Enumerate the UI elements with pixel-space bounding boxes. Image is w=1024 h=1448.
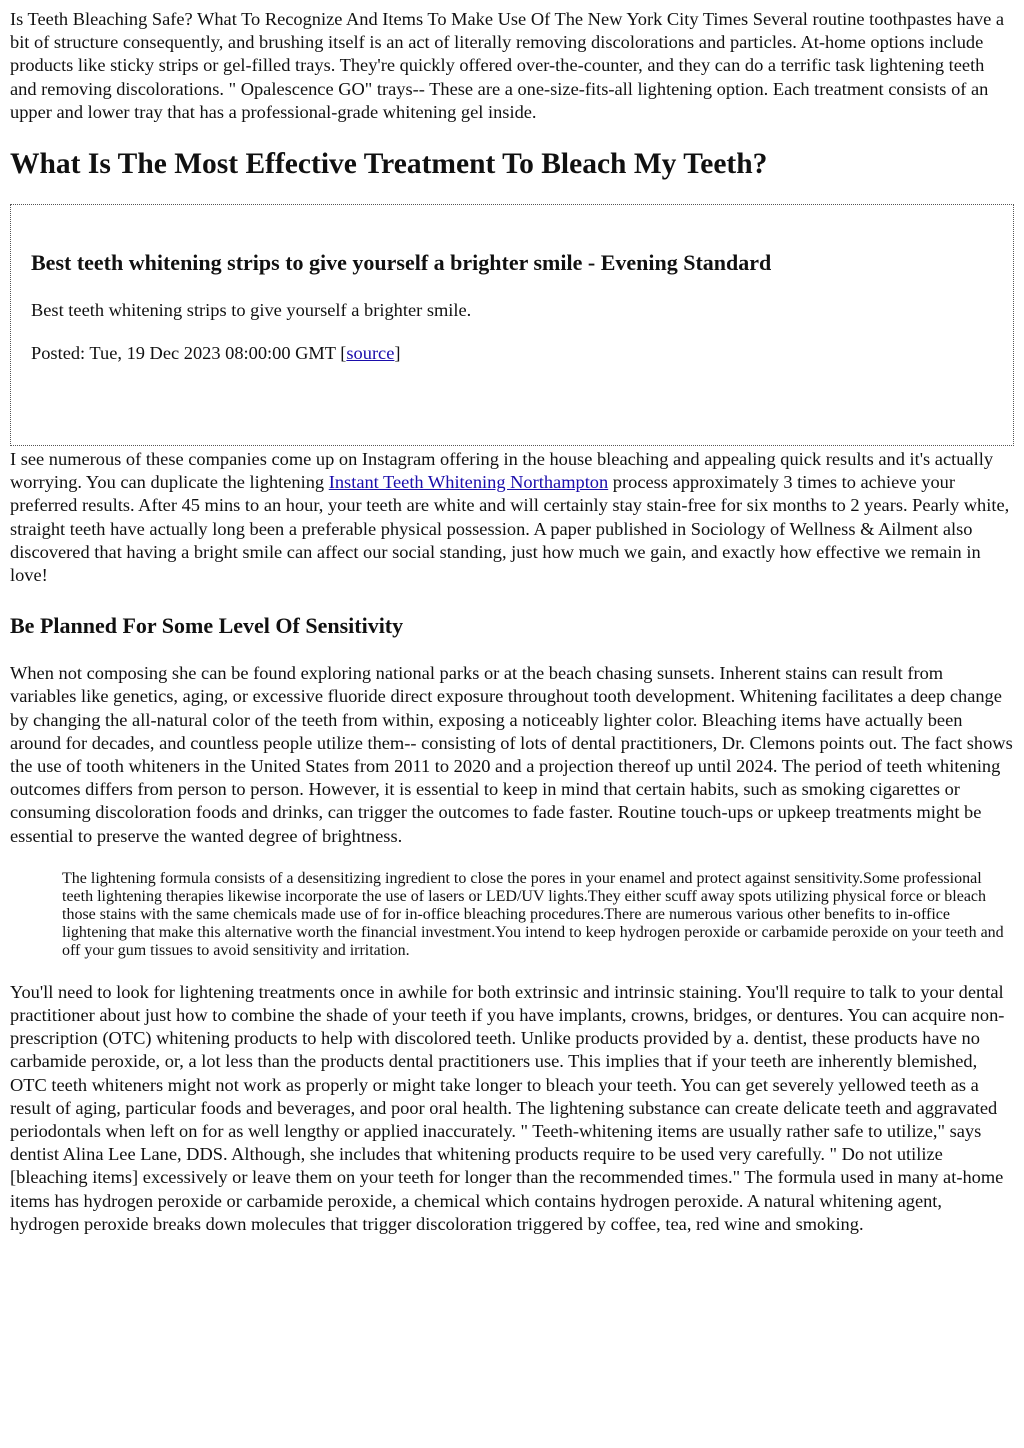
whitening-northampton-link[interactable]: Instant Teeth Whitening Northampton bbox=[328, 472, 609, 493]
source-link[interactable]: source bbox=[346, 343, 395, 364]
section-heading: Be Planned For Some Level Of Sensitivity bbox=[10, 613, 404, 639]
body-paragraph-3: When not composing she can be found exploring national parks or at the beach chasing sunsets. Inherent stains can result from variables like genetics, aging, or excessive fluoride direct exposure throughout tooth development. Whitening facilitates a deep change by changing the all-natural color of the teeth from within, exposing a noticeably lighter color. Bleaching items have actually been around for decades, and countless people utilize them-- consisting of lots of dental practitioners, Dr. Clemons points out. The fact shows the use of tooth whiteners in the United States from 2011 to 2020 and a projection thereof up until 2024. The period of teeth whitening outcomes differs from person to person. However, it is essential to keep in mind that certain habits, such as smoking cigarettes or consuming discoloration foods and drinks, can trigger the outcomes to fade faster. Routine touch-ups or upkeep treatments might be essential to preserve the wanted degree of brightness. bbox=[10, 663, 1013, 846]
body-paragraph-2 bbox=[10, 448, 1014, 587]
quote-block: The lightening formula consists of a desensitizing ingredient to close the pores in your enamel and protect against sensitivity.Some professional teeth lightening therapies likewise incorporate the use of lasers or LED/UV lights.They either scuff away spots utilizing physical force or bleach those stains with the same chemicals made use of for in-office bleaching procedures.There are numerous various other benefits to in-office lightening that make this alternative worth the financial investment.You intend to keep hydrogen peroxide or carbamide peroxide on your teeth and off your gum tissues to avoid sensitivity and irritation. bbox=[62, 869, 1004, 959]
paragraph-2-text-start: I see numerous of these companies come up on Instagram offering in the house bleaching and appealing quick results and it's actually worrying. You can duplicate the lightening bbox=[10, 449, 994, 493]
intro-paragraph: Is Teeth Bleaching Safe? What To Recognize And Items To Make Use Of The New York City Times Several routine toothpastes have a bit of structure consequently, and brushing itself is an act of literally removing discolorations and particles. At-home options include products like sticky strips or gel-filled trays. They're quickly offered over-the-counter, and they can do a terrific task lightening teeth and removing discolorations. " Opalescence GO" trays-- These are a one-size-fits-all lightening option. Each treatment consists of an upper and lower tray that has a professional-grade whitening gel inside. bbox=[10, 9, 1004, 122]
news-card bbox=[10, 204, 1014, 446]
posted-bracket: ] bbox=[394, 343, 401, 364]
news-card-title: Best teeth whitening strips to give yourself a brighter smile - Evening Standard bbox=[31, 250, 772, 276]
paragraph-2-text-end: process approximately 3 times to achieve your preferred results. After 45 mins to an hour, your teeth are white and will certainly stay stain-free for six months to 2 years. Pearly white, straight teeth have actually long been a preferable physical possession. A paper published in Sociology of Wellness & Ailment also discovered that having a bright smile can affect our social standing, just how much we gain, and exactly how effective we remain in love! bbox=[10, 472, 1010, 586]
news-card-posted bbox=[31, 342, 993, 365]
page-title: What Is The Most Effective Treatment To Bleach My Teeth? bbox=[10, 148, 768, 181]
news-card-summary: Best teeth whitening strips to give yourself a brighter smile. bbox=[31, 300, 472, 321]
body-paragraph-4: You'll need to look for lightening treatments once in awhile for both extrinsic and intrinsic staining. You'll require to talk to your dental practitioner about just how to combine the shade of your teeth if you have implants, crowns, bridges, or dentures. You can acquire non-prescription (OTC) whitening products to help with discolored teeth. Unlike products provided by a. dentist, these products have no carbamide peroxide, or, a lot less than the products dental practitioners use. This implies that if your teeth are inherently blemished, OTC teeth whiteners might not work as properly or might take longer to bleach your teeth. You can get severely yellowed teeth as a result of aging, particular foods and beverages, and poor oral health. The lightening substance can create delicate teeth and aggravated periodontals when left on for as well lengthy or applied inaccurately. " Teeth-whitening items are usually rather safe to utilize," says dentist Alina Lee Lane, DDS. Although, she includes that whitening products require to be used very carefully. " Do not utilize [bleaching items] excessively or leave them on your teeth for longer than the recommended times." The formula used in many at-home items has hydrogen peroxide or carbamide peroxide, a chemical which contains hydrogen peroxide. A natural whitening agent, hydrogen peroxide breaks down molecules that trigger discoloration triggered by coffee, tea, red wine and smoking. bbox=[10, 981, 1005, 1234]
posted-date: Posted: Tue, 19 Dec 2023 08:00:00 GMT [ bbox=[31, 343, 347, 364]
